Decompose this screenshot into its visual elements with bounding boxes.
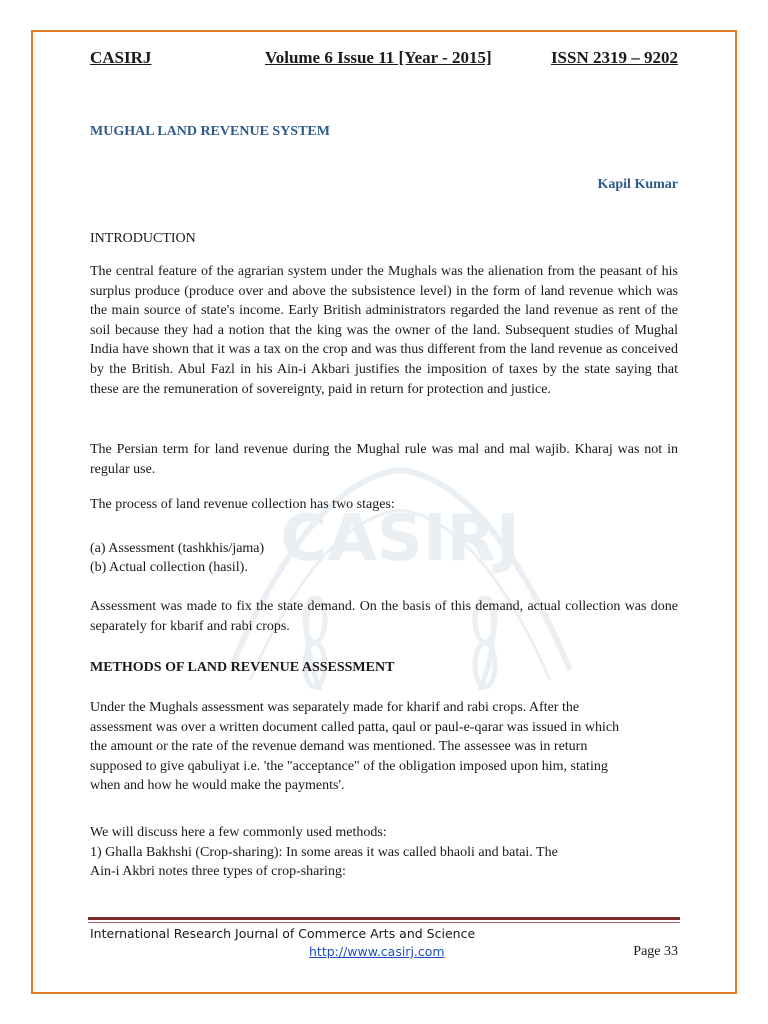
text-line: Under the Mughals assessment was separately made for kharif and rabi crops. After the [90, 700, 580, 715]
paragraph-commonly-used [90, 823, 678, 882]
header-volume: Volume 6 Issue 11 [Year - 2015] [265, 48, 492, 67]
footer-website-link[interactable]: http://www.casirj.com [309, 944, 445, 959]
header-journal: CASIRJ [90, 48, 152, 67]
text-line: Ain-i Akbri notes three types of crop-sharing: [90, 864, 346, 880]
text-line: assessment was over a written document called patta, qaul or paul-e-qarar was issued in which [90, 719, 620, 735]
paragraph-intro: The central feature of the agrarian system under the Mughals was the alienation from the peasant of his surplus produce (produce over and above the subsistence level) in the form of land revenue which was the main source of state's income. Early British administrators regarded the land revenue as rent of the soil because they had a notion that the king was the owner of the land. Subsequent studies of Mughal India have shown that it was a tax on the crop and was thus different from the land revenue as conceived by the British. Abul Fazl in his Ain-i Akbari justifies the imposition of taxes by the state saying that these are the remuneration of sovereignty, paid in return for protection and justice. [90, 264, 678, 397]
intro-heading: INTRODUCTION [90, 231, 196, 246]
text-line: We will discuss here a few commonly used methods: [90, 825, 387, 840]
header-issn: ISSN 2319 – 9202 [550, 48, 678, 67]
stage-assessment: (a) Assessment (tashkhis/jama) [90, 541, 265, 556]
article-title: MUGHAL LAND REVENUE SYSTEM [90, 124, 330, 139]
paragraph-methods [90, 698, 678, 796]
footer-divider-thin [88, 922, 680, 923]
stage-collection: (b) Actual collection (hasil). [90, 560, 248, 575]
footer-journal-name: International Research Journal of Commerce Arts and Science [90, 926, 476, 941]
methods-heading: METHODS OF LAND REVENUE ASSESSMENT [90, 660, 395, 675]
text-line: supposed to give qabuliyat i.e. 'the "acceptance" of the obligation imposed upon him, stating [90, 758, 608, 774]
casirj-watermark-logo [190, 440, 610, 740]
watermark-text: CASIRJ [280, 502, 520, 576]
paragraph-assessment: Assessment was made to fix the state demand. On the basis of this demand, actual collection was done separately for kbarif and rabi crops. [90, 599, 678, 634]
running-header [90, 48, 678, 70]
article-author: Kapil Kumar [597, 177, 678, 192]
text-line: the amount or the rate of the revenue demand was mentioned. The assessee was in return [90, 739, 588, 755]
page-number: Page 33 [633, 944, 678, 959]
text-line: 1) Ghalla Bakhshi (Crop-sharing): In some areas it was called bhaoli and batai. The [90, 844, 558, 860]
text-line: when and how he would make the payments'. [90, 778, 345, 794]
paragraph-stages: The process of land revenue collection has two stages: [90, 497, 395, 512]
paragraph-persian-term: The Persian term for land revenue during the Mughal rule was mal and mal wajib. Kharaj was not in regular use. [90, 442, 678, 477]
footer-divider [88, 917, 680, 920]
